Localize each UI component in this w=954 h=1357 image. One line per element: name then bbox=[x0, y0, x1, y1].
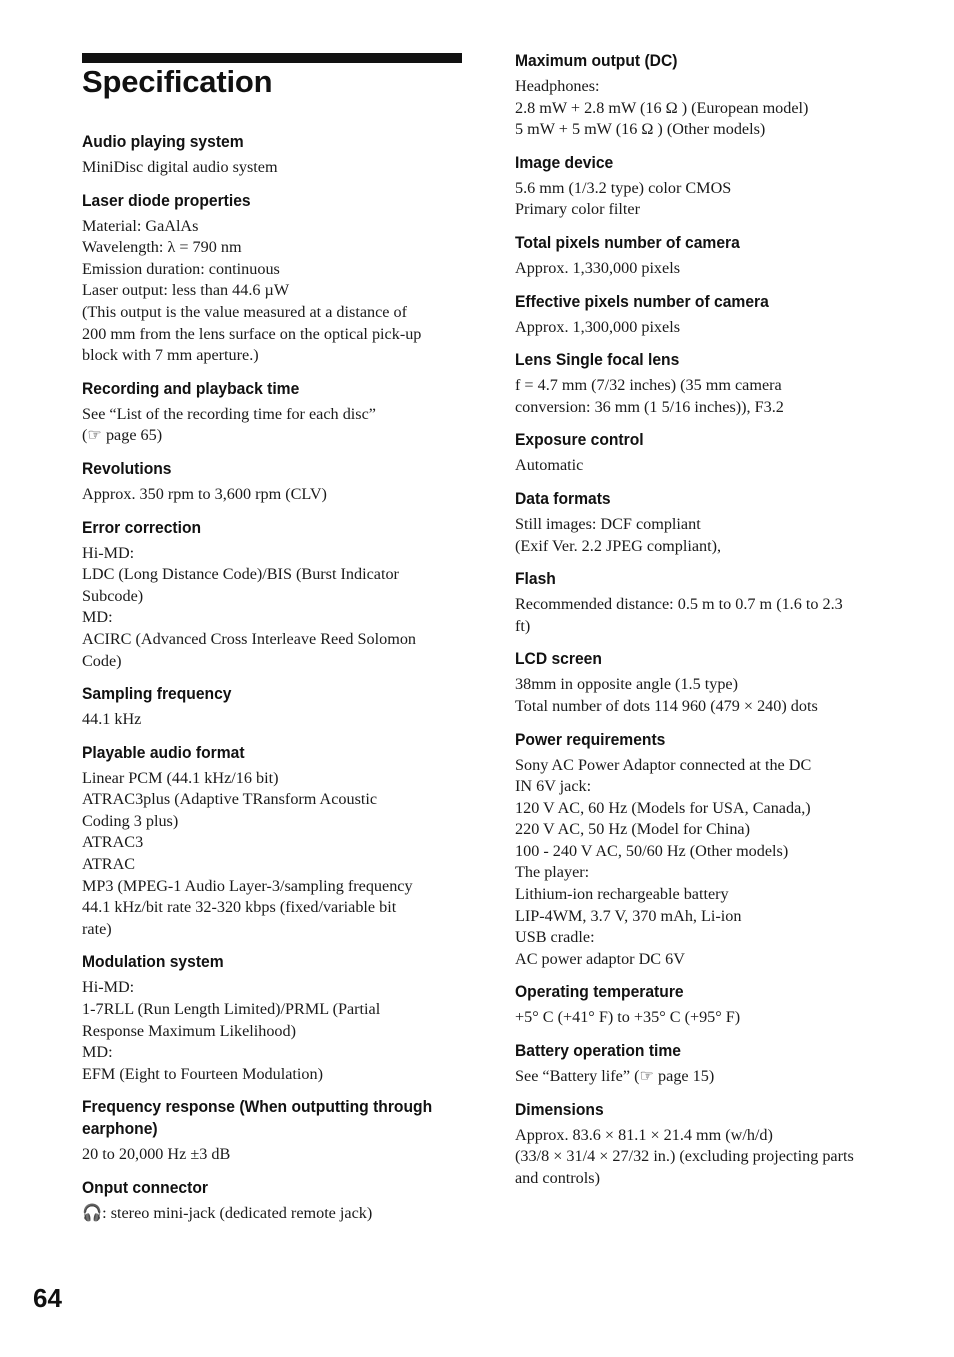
spec-section-lcd-screen bbox=[515, 648, 905, 717]
spec-value-line: ACIRC (Advanced Cross Interleave Reed Solomon bbox=[82, 629, 417, 648]
spec-value-line: Lithium-ion rechargeable battery bbox=[515, 885, 729, 904]
spec-value-line: Coding 3 plus) bbox=[82, 811, 179, 830]
spec-heading: Sampling frequency bbox=[82, 684, 232, 704]
spec-heading: Total pixels number of camera bbox=[515, 232, 740, 252]
spec-value-line: Sony AC Power Adaptor connected at the DC bbox=[515, 755, 812, 774]
left-column bbox=[82, 131, 472, 1236]
spec-section-power-requirements bbox=[515, 729, 905, 971]
spec-section-dimensions bbox=[515, 1099, 905, 1190]
spec-value-line: See “Battery life” (☞ page 15) bbox=[515, 1067, 715, 1086]
spec-value-line: rate) bbox=[82, 919, 112, 938]
spec-value-line: LDC (Long Distance Code)/BIS (Burst Indicator bbox=[82, 565, 399, 584]
spec-value-line: Approx. 83.6 × 81.1 × 21.4 mm (w/h/d) bbox=[515, 1125, 773, 1144]
spec-heading: Laser diode properties bbox=[82, 190, 251, 210]
spec-value-line: 100 - 240 V AC, 50/60 Hz (Other models) bbox=[515, 841, 789, 860]
spec-value-line: 🎧: stereo mini-jack (dedicated remote jack) bbox=[82, 1204, 373, 1222]
spec-value-line: 5.6 mm (1/3.2 type) color CMOS bbox=[515, 178, 732, 197]
spec-section-flash bbox=[515, 568, 905, 637]
spec-value-line: Laser output: less than 44.6 µW bbox=[82, 281, 290, 300]
spec-value-line: MD: bbox=[82, 1043, 113, 1062]
spec-section-playable-audio-format bbox=[82, 742, 472, 941]
spec-heading: Dimensions bbox=[515, 1099, 604, 1119]
spec-heading: Audio playing system bbox=[82, 132, 244, 151]
spec-heading: Maximum output (DC) bbox=[515, 51, 678, 70]
spec-section-data-formats bbox=[515, 488, 905, 557]
spec-value-line: 220 V AC, 50 Hz (Model for China) bbox=[515, 820, 751, 839]
spec-section-maximum-output-dc bbox=[515, 50, 905, 141]
spec-value-line: MP3 (MPEG-1 Audio Layer-3/sampling frequency bbox=[82, 876, 413, 895]
spec-value-line: ft) bbox=[515, 616, 531, 635]
spec-heading: Frequency response (When outputting through earphone) bbox=[82, 1097, 433, 1139]
spec-value-line: AC power adaptor DC 6V bbox=[515, 949, 685, 968]
spec-value-line: f = 4.7 mm (7/32 inches) (35 mm camera bbox=[515, 376, 782, 395]
spec-value-line: MiniDisc digital audio system bbox=[82, 158, 278, 176]
spec-value-line: Automatic bbox=[515, 456, 584, 475]
spec-value-line: Primary color filter bbox=[515, 200, 640, 219]
spec-section-frequency-response-when-outputting-through-earphone bbox=[82, 1096, 472, 1166]
spec-heading: Power requirements bbox=[515, 729, 666, 749]
spec-value-line: Hi-MD: bbox=[82, 543, 135, 562]
spec-value-line: 44.1 kHz/bit rate 32-320 kbps (fixed/variable bit bbox=[82, 898, 397, 917]
spec-value-line: ATRAC3 bbox=[82, 833, 144, 852]
spec-value-line: block with 7 mm aperture.) bbox=[82, 346, 259, 365]
spec-value-line: ATRAC bbox=[82, 855, 136, 874]
spec-value-line: IN 6V jack: bbox=[515, 777, 592, 796]
spec-value-line: 2.8 mW + 2.8 mW (16 Ω ) (European model) bbox=[515, 98, 809, 117]
spec-value-line: 1-7RLL (Run Length Limited)/PRML (Partial bbox=[82, 1000, 381, 1019]
spec-section-recording-and-playback-time bbox=[82, 378, 472, 447]
spec-value-line: Still images: DCF compliant bbox=[515, 514, 701, 533]
spec-value-line: 200 mm from the lens surface on the optical pick-up bbox=[82, 324, 422, 343]
spec-value-line: See “List of the recording time for each disc” bbox=[82, 404, 376, 423]
spec-section-audio-playing-system bbox=[82, 131, 472, 179]
spec-value-line: Total number of dots 114 960 (479 × 240) dots bbox=[515, 696, 818, 715]
spec-value-line: (33/8 × 31/4 × 27/32 in.) (excluding projecting parts bbox=[515, 1147, 854, 1166]
spec-section-modulation-system bbox=[82, 951, 472, 1085]
spec-value-line: Approx. 1,330,000 pixels bbox=[515, 258, 681, 277]
spec-value-line: MD: bbox=[82, 608, 113, 627]
spec-heading: Image device bbox=[515, 152, 614, 172]
page-number: 64 bbox=[33, 1283, 62, 1313]
spec-heading: LCD screen bbox=[515, 649, 602, 669]
spec-heading: Operating temperature bbox=[515, 982, 684, 1002]
spec-section-effective-pixels-number-of-camera bbox=[515, 291, 905, 339]
spec-heading: Playable audio format bbox=[82, 742, 245, 762]
spec-value-line: USB cradle: bbox=[515, 928, 595, 947]
spec-value-line: Approx. 350 rpm to 3,600 rpm (CLV) bbox=[82, 484, 327, 503]
spec-heading: Effective pixels number of camera bbox=[515, 291, 769, 311]
spec-value-line: Wavelength: λ = 790 nm bbox=[82, 238, 242, 257]
spec-value-line: (☞ page 65) bbox=[82, 426, 163, 445]
spec-section-battery-operation-time bbox=[515, 1040, 905, 1088]
spec-value-line: ATRAC3plus (Adaptive TRansform Acoustic bbox=[82, 790, 378, 809]
spec-value-line: Hi-MD: bbox=[82, 978, 135, 997]
spec-heading: Modulation system bbox=[82, 952, 224, 972]
spec-value-line: LIP-4WM, 3.7 V, 370 mAh, Li-ion bbox=[515, 906, 742, 925]
spec-value-line: 38mm in opposite angle (1.5 type) bbox=[515, 675, 738, 694]
spec-heading: Error correction bbox=[82, 517, 202, 537]
right-column bbox=[515, 50, 905, 1200]
spec-section-image-device bbox=[515, 152, 905, 221]
spec-value-line: 5 mW + 5 mW (16 Ω ) (Other models) bbox=[515, 120, 766, 139]
spec-value-line: 120 V AC, 60 Hz (Models for USA, Canada,) bbox=[515, 798, 811, 817]
spec-section-total-pixels-number-of-camera bbox=[515, 232, 905, 280]
spec-heading: Exposure control bbox=[515, 430, 644, 450]
spec-value-line: Approx. 1,300,000 pixels bbox=[515, 317, 681, 336]
spec-section-laser-diode-properties bbox=[82, 190, 472, 367]
title-rule bbox=[82, 53, 462, 63]
spec-section-error-correction bbox=[82, 517, 472, 673]
spec-section-revolutions bbox=[82, 458, 472, 506]
spec-value-line: The player: bbox=[515, 863, 590, 882]
spec-value-line: Emission duration: continuous bbox=[82, 259, 280, 278]
spec-value-line: Response Maximum Likelihood) bbox=[82, 1021, 297, 1040]
spec-value-line: Recommended distance: 0.5 m to 0.7 m (1.6 to 2.3 bbox=[515, 595, 843, 614]
spec-section-lens-single-focal-lens bbox=[515, 349, 905, 418]
spec-value-line: Subcode) bbox=[82, 586, 144, 605]
spec-heading: Recording and playback time bbox=[82, 378, 300, 398]
spec-value-line: EFM (Eight to Fourteen Modulation) bbox=[82, 1064, 323, 1083]
spec-section-exposure-control bbox=[515, 429, 905, 477]
spec-heading: Flash bbox=[515, 569, 556, 589]
page-title: Specification bbox=[82, 64, 273, 99]
spec-section-sampling-frequency bbox=[82, 683, 472, 731]
spec-section-operating-temperature bbox=[515, 981, 905, 1029]
spec-value-line: 44.1 kHz bbox=[82, 710, 142, 729]
spec-value-line: (This output is the value measured at a distance of bbox=[82, 302, 407, 321]
spec-value-line: Linear PCM (44.1 kHz/16 bit) bbox=[82, 768, 279, 787]
spec-heading: Onput connector bbox=[82, 1178, 208, 1197]
spec-value-line: Code) bbox=[82, 651, 122, 670]
spec-value-line: Headphones: bbox=[515, 77, 600, 95]
spec-value-line: Material: GaAlAs bbox=[82, 216, 199, 235]
spec-value-line: (Exif Ver. 2.2 JPEG compliant), bbox=[515, 536, 722, 555]
spec-value-line: 20 to 20,000 Hz ±3 dB bbox=[82, 1145, 231, 1164]
spec-value-line: and controls) bbox=[515, 1168, 600, 1187]
spec-heading: Revolutions bbox=[82, 458, 172, 478]
spec-section-onput-connector bbox=[82, 1177, 472, 1225]
spec-value-line: conversion: 36 mm (1 5/16 inches)), F3.2 bbox=[515, 397, 784, 416]
spec-heading: Data formats bbox=[515, 488, 611, 508]
spec-value-line: +5° C (+41° F) to +35° C (+95° F) bbox=[515, 1008, 741, 1027]
spec-heading: Battery operation time bbox=[515, 1041, 682, 1061]
spec-heading: Lens Single focal lens bbox=[515, 350, 680, 370]
